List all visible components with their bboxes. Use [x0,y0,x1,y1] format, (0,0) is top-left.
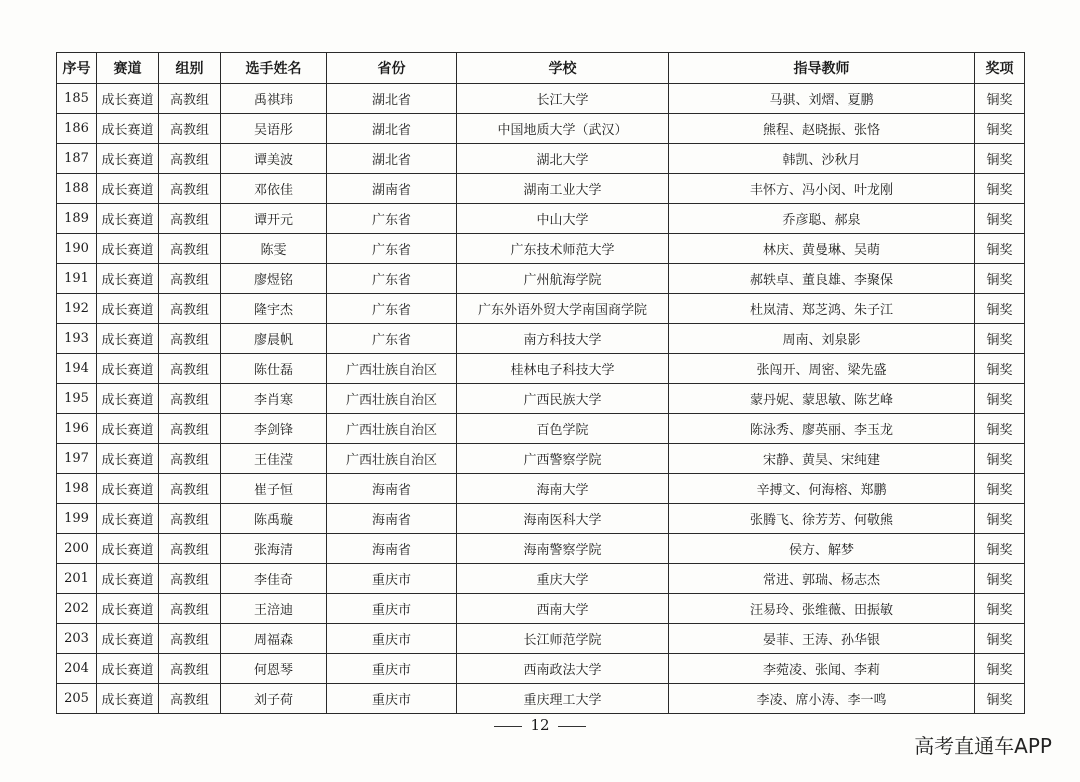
cell-track: 成长赛道 [97,324,159,354]
cell-track: 成长赛道 [97,594,159,624]
cell-track: 成长赛道 [97,264,159,294]
cell-group: 高教组 [159,384,221,414]
cell-award: 铜奖 [975,84,1025,114]
cell-group: 高教组 [159,624,221,654]
cell-group: 高教组 [159,294,221,324]
cell-track: 成长赛道 [97,114,159,144]
cell-name: 崔子恒 [221,474,327,504]
left-dash [494,726,522,727]
table-row [57,594,1025,624]
cell-index: 199 [57,504,97,534]
cell-school: 中山大学 [457,204,669,234]
col-header-track: 赛道 [97,53,159,84]
cell-province: 广西壮族自治区 [327,354,457,384]
cell-award: 铜奖 [975,684,1025,714]
cell-advisor: 张腾飞、徐芳芳、何敬熊 [669,504,975,534]
cell-province: 广东省 [327,294,457,324]
cell-index: 204 [57,654,97,684]
cell-province: 重庆市 [327,594,457,624]
table-row [57,384,1025,414]
cell-award: 铜奖 [975,234,1025,264]
right-dash [558,726,586,727]
cell-name: 何恩琴 [221,654,327,684]
cell-name: 陈禹璇 [221,504,327,534]
cell-group: 高教组 [159,444,221,474]
cell-name: 李剑锋 [221,414,327,444]
cell-track: 成长赛道 [97,144,159,174]
cell-school: 海南医科大学 [457,504,669,534]
cell-group: 高教组 [159,474,221,504]
cell-school: 桂林电子科技大学 [457,354,669,384]
cell-group: 高教组 [159,84,221,114]
cell-advisor: 张闯开、周密、梁先盛 [669,354,975,384]
cell-index: 192 [57,294,97,324]
cell-province: 重庆市 [327,564,457,594]
cell-track: 成长赛道 [97,624,159,654]
cell-name: 谭美波 [221,144,327,174]
table-row [57,444,1025,474]
table-row [57,174,1025,204]
cell-province: 广西壮族自治区 [327,414,457,444]
cell-award: 铜奖 [975,114,1025,144]
table-row [57,234,1025,264]
cell-school: 西南政法大学 [457,654,669,684]
cell-advisor: 陈泳秀、廖英丽、李玉龙 [669,414,975,444]
cell-index: 198 [57,474,97,504]
table-row [57,414,1025,444]
cell-group: 高教组 [159,684,221,714]
cell-index: 185 [57,84,97,114]
cell-index: 193 [57,324,97,354]
cell-name: 陈仕磊 [221,354,327,384]
cell-advisor: 熊程、赵晓振、张恪 [669,114,975,144]
cell-index: 195 [57,384,97,414]
cell-index: 205 [57,684,97,714]
page-number: 12 [530,716,550,734]
cell-province: 海南省 [327,504,457,534]
cell-track: 成长赛道 [97,564,159,594]
cell-province: 重庆市 [327,654,457,684]
cell-group: 高教组 [159,174,221,204]
cell-name: 张海清 [221,534,327,564]
cell-track: 成长赛道 [97,654,159,684]
cell-group: 高教组 [159,414,221,444]
cell-province: 海南省 [327,474,457,504]
cell-province: 广东省 [327,324,457,354]
cell-award: 铜奖 [975,624,1025,654]
cell-school: 海南大学 [457,474,669,504]
cell-advisor: 乔彦聪、郝泉 [669,204,975,234]
cell-name: 廖煜铭 [221,264,327,294]
cell-advisor: 周南、刘泉影 [669,324,975,354]
cell-school: 广东外语外贸大学南国商学院 [457,294,669,324]
cell-track: 成长赛道 [97,504,159,534]
cell-province: 重庆市 [327,624,457,654]
cell-track: 成长赛道 [97,444,159,474]
cell-advisor: 宋静、黄昊、宋纯建 [669,444,975,474]
cell-award: 铜奖 [975,474,1025,504]
cell-name: 刘子荷 [221,684,327,714]
cell-group: 高教组 [159,324,221,354]
cell-school: 广西民族大学 [457,384,669,414]
cell-name: 隆宇杰 [221,294,327,324]
cell-province: 广西壮族自治区 [327,384,457,414]
col-header-index: 序号 [57,53,97,84]
table-row [57,294,1025,324]
cell-province: 广东省 [327,234,457,264]
cell-group: 高教组 [159,564,221,594]
cell-group: 高教组 [159,594,221,624]
cell-index: 203 [57,624,97,654]
table-row [57,624,1025,654]
cell-province: 广西壮族自治区 [327,444,457,474]
cell-school: 长江大学 [457,84,669,114]
cell-name: 邓依佳 [221,174,327,204]
cell-school: 广西警察学院 [457,444,669,474]
cell-name: 陈雯 [221,234,327,264]
col-header-school: 学校 [457,53,669,84]
cell-index: 194 [57,354,97,384]
table-row [57,684,1025,714]
cell-index: 187 [57,144,97,174]
cell-group: 高教组 [159,234,221,264]
col-header-group: 组别 [159,53,221,84]
cell-province: 湖北省 [327,114,457,144]
cell-award: 铜奖 [975,174,1025,204]
table-row [57,204,1025,234]
table-row [57,144,1025,174]
cell-province: 广东省 [327,264,457,294]
table-row [57,474,1025,504]
cell-advisor: 常进、郭瑞、杨志杰 [669,564,975,594]
cell-school: 南方科技大学 [457,324,669,354]
cell-province: 重庆市 [327,684,457,714]
cell-index: 189 [57,204,97,234]
cell-advisor: 郝轶卓、董良雄、李聚保 [669,264,975,294]
cell-advisor: 杜岚清、郑芝鸿、朱子江 [669,294,975,324]
cell-advisor: 晏菲、王涛、孙华银 [669,624,975,654]
header-row [57,53,1025,84]
table-row [57,324,1025,354]
cell-school: 广东技术师范大学 [457,234,669,264]
cell-advisor: 李凌、席小涛、李一鸣 [669,684,975,714]
cell-province: 湖北省 [327,84,457,114]
table-row [57,654,1025,684]
cell-school: 中国地质大学（武汉） [457,114,669,144]
table-row [57,534,1025,564]
cell-school: 百色学院 [457,414,669,444]
cell-school: 重庆大学 [457,564,669,594]
cell-name: 李肖寒 [221,384,327,414]
cell-group: 高教组 [159,654,221,684]
cell-province: 湖北省 [327,144,457,174]
cell-advisor: 汪易玲、张维薇、田振敏 [669,594,975,624]
cell-award: 铜奖 [975,384,1025,414]
table-row [57,114,1025,144]
cell-award: 铜奖 [975,654,1025,684]
cell-index: 190 [57,234,97,264]
table-row [57,504,1025,534]
cell-index: 202 [57,594,97,624]
cell-group: 高教组 [159,144,221,174]
cell-advisor: 蒙丹妮、蒙思敏、陈艺峰 [669,384,975,414]
cell-track: 成长赛道 [97,84,159,114]
cell-award: 铜奖 [975,504,1025,534]
cell-group: 高教组 [159,204,221,234]
cell-name: 禹祺玮 [221,84,327,114]
cell-track: 成长赛道 [97,174,159,204]
table-row [57,84,1025,114]
cell-index: 196 [57,414,97,444]
cell-award: 铜奖 [975,594,1025,624]
cell-group: 高教组 [159,114,221,144]
cell-province: 湖南省 [327,174,457,204]
cell-name: 王佳滢 [221,444,327,474]
table-body [57,84,1025,714]
cell-advisor: 韩凯、沙秋月 [669,144,975,174]
cell-advisor: 马骐、刘熠、夏鹏 [669,84,975,114]
cell-group: 高教组 [159,264,221,294]
table-row [57,264,1025,294]
cell-award: 铜奖 [975,414,1025,444]
cell-award: 铜奖 [975,444,1025,474]
cell-school: 西南大学 [457,594,669,624]
col-header-name: 选手姓名 [221,53,327,84]
cell-province: 广东省 [327,204,457,234]
cell-award: 铜奖 [975,264,1025,294]
cell-award: 铜奖 [975,324,1025,354]
cell-index: 200 [57,534,97,564]
cell-track: 成长赛道 [97,384,159,414]
cell-advisor: 侯方、解梦 [669,534,975,564]
cell-name: 谭开元 [221,204,327,234]
cell-index: 201 [57,564,97,594]
cell-name: 王涪迪 [221,594,327,624]
cell-name: 周福森 [221,624,327,654]
cell-award: 铜奖 [975,204,1025,234]
cell-school: 广州航海学院 [457,264,669,294]
cell-track: 成长赛道 [97,414,159,444]
watermark: 高考直通车APP [914,734,1052,758]
cell-track: 成长赛道 [97,354,159,384]
cell-award: 铜奖 [975,534,1025,564]
table-row [57,354,1025,384]
cell-track: 成长赛道 [97,534,159,564]
cell-track: 成长赛道 [97,294,159,324]
cell-name: 李佳奇 [221,564,327,594]
cell-track: 成长赛道 [97,204,159,234]
cell-advisor: 林庆、黄曼琳、吴萌 [669,234,975,264]
cell-award: 铜奖 [975,354,1025,384]
col-header-advisor: 指导教师 [669,53,975,84]
cell-track: 成长赛道 [97,684,159,714]
cell-award: 铜奖 [975,144,1025,174]
cell-school: 湖南工业大学 [457,174,669,204]
cell-group: 高教组 [159,354,221,384]
cell-index: 188 [57,174,97,204]
cell-advisor: 辛搏文、何海榕、郑鹏 [669,474,975,504]
cell-group: 高教组 [159,504,221,534]
cell-school: 湖北大学 [457,144,669,174]
cell-track: 成长赛道 [97,234,159,264]
cell-index: 191 [57,264,97,294]
cell-school: 重庆理工大学 [457,684,669,714]
col-header-award: 奖项 [975,53,1025,84]
award-table [56,52,1025,714]
cell-track: 成长赛道 [97,474,159,504]
table-row [57,564,1025,594]
cell-index: 186 [57,114,97,144]
cell-school: 海南警察学院 [457,534,669,564]
cell-award: 铜奖 [975,564,1025,594]
cell-award: 铜奖 [975,294,1025,324]
cell-province: 海南省 [327,534,457,564]
cell-group: 高教组 [159,534,221,564]
cell-advisor: 丰怀方、冯小闵、叶龙刚 [669,174,975,204]
cell-name: 吴语彤 [221,114,327,144]
cell-school: 长江师范学院 [457,624,669,654]
cell-advisor: 李菀凌、张闻、李莉 [669,654,975,684]
col-header-province: 省份 [327,53,457,84]
cell-name: 廖晨帆 [221,324,327,354]
cell-index: 197 [57,444,97,474]
